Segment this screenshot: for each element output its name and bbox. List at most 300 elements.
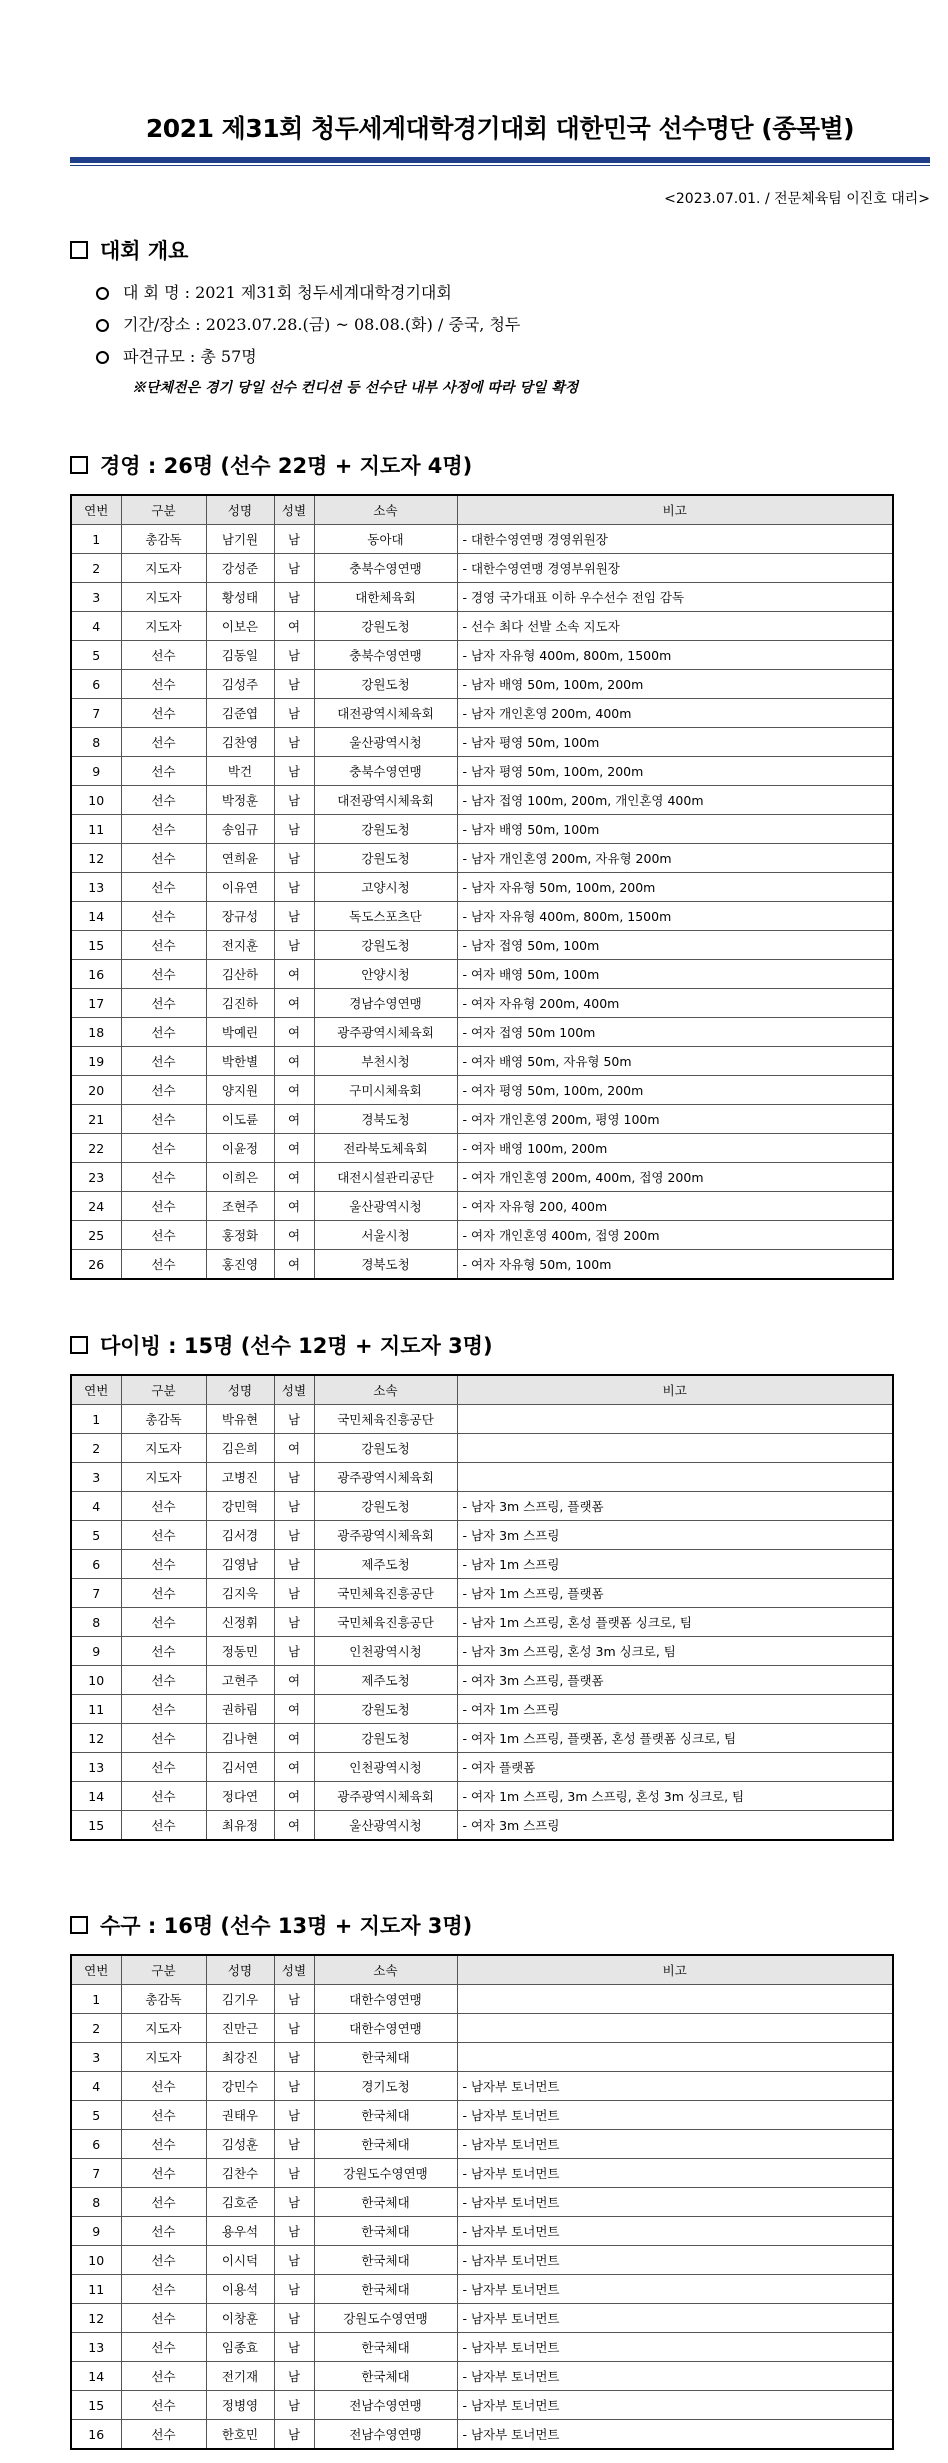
- table-row: [71, 2130, 893, 2159]
- table-cell: - 여자 자유형 200m, 400m: [457, 989, 893, 1018]
- overview-item: [96, 341, 930, 373]
- overview-item-text: 파견규모 : 총 57명: [123, 347, 257, 366]
- table-cell: 한국체대: [314, 2217, 457, 2246]
- table-cell: 강원도청: [314, 612, 457, 641]
- table-cell: 선수: [121, 1724, 206, 1753]
- table-cell: - 남자부 토너먼트: [457, 2362, 893, 2391]
- table-cell: 14: [71, 902, 121, 931]
- table-row: [71, 612, 893, 641]
- table-cell: 선수: [121, 2275, 206, 2304]
- table-cell: - 여자 자유형 50m, 100m: [457, 1250, 893, 1280]
- table-cell: - 남자부 토너먼트: [457, 2304, 893, 2333]
- table-cell: 울산광역시청: [314, 728, 457, 757]
- column-header: 구분: [121, 1375, 206, 1405]
- table-cell: 3: [71, 2043, 121, 2072]
- swimming-section: [70, 450, 930, 1280]
- table-cell: 남: [274, 757, 314, 786]
- table-row: [71, 1192, 893, 1221]
- table-cell: 이윤정: [206, 1134, 274, 1163]
- table-cell: 강원도청: [314, 670, 457, 699]
- table-cell: 정동민: [206, 1637, 274, 1666]
- table-cell: [457, 1985, 893, 2014]
- table-row: [71, 1985, 893, 2014]
- table-cell: 충북수영연맹: [314, 757, 457, 786]
- table-row: [71, 1434, 893, 1463]
- table-cell: 6: [71, 1550, 121, 1579]
- table-row: [71, 2188, 893, 2217]
- table-cell: 김나현: [206, 1724, 274, 1753]
- table-cell: 14: [71, 2362, 121, 2391]
- table-cell: 지도자: [121, 583, 206, 612]
- column-header: 소속: [314, 495, 457, 525]
- table-cell: - 남자부 토너먼트: [457, 2072, 893, 2101]
- table-cell: 제주도청: [314, 1550, 457, 1579]
- table-cell: 김기우: [206, 1985, 274, 2014]
- table-cell: 김동일: [206, 641, 274, 670]
- table-cell: 9: [71, 757, 121, 786]
- table-cell: 인천광역시청: [314, 1753, 457, 1782]
- table-cell: 대한수영연맹: [314, 1985, 457, 2014]
- table-cell: - 남자 개인혼영 200m, 자유형 200m: [457, 844, 893, 873]
- table-row: [71, 1134, 893, 1163]
- table-cell: 13: [71, 2333, 121, 2362]
- table-row: [71, 1492, 893, 1521]
- table-cell: - 여자 1m 스프링, 3m 스프링, 혼성 3m 싱크로, 팀: [457, 1782, 893, 1811]
- table-cell: - 여자 배영 100m, 200m: [457, 1134, 893, 1163]
- table-cell: 선수: [121, 1492, 206, 1521]
- square-bullet-icon: [70, 241, 88, 259]
- table-cell: 박정훈: [206, 786, 274, 815]
- table-cell: 9: [71, 2217, 121, 2246]
- table-cell: 남: [274, 2130, 314, 2159]
- table-cell: 국민체육진흥공단: [314, 1608, 457, 1637]
- table-cell: 15: [71, 2391, 121, 2420]
- table-row: [71, 1221, 893, 1250]
- table-cell: 2: [71, 1434, 121, 1463]
- column-header: 소속: [314, 1955, 457, 1985]
- table-cell: 1: [71, 525, 121, 554]
- table-cell: 16: [71, 960, 121, 989]
- table-cell: 선수: [121, 786, 206, 815]
- table-cell: 18: [71, 1018, 121, 1047]
- column-header: 구분: [121, 1955, 206, 1985]
- column-header: 연번: [71, 495, 121, 525]
- table-row: [71, 786, 893, 815]
- table-cell: 11: [71, 2275, 121, 2304]
- table-row: [71, 2391, 893, 2420]
- table-cell: 선수: [121, 815, 206, 844]
- table-cell: 진만근: [206, 2014, 274, 2043]
- table-cell: 경기도청: [314, 2072, 457, 2101]
- table-cell: 여: [274, 612, 314, 641]
- table-cell: 선수: [121, 2246, 206, 2275]
- table-cell: 선수: [121, 1608, 206, 1637]
- table-cell: 조현주: [206, 1192, 274, 1221]
- table-cell: 남: [274, 641, 314, 670]
- table-cell: 김찬수: [206, 2159, 274, 2188]
- table-row: [71, 1550, 893, 1579]
- table-cell: 선수: [121, 2217, 206, 2246]
- table-cell: 남: [274, 931, 314, 960]
- table-cell: 김지욱: [206, 1579, 274, 1608]
- table-cell: [457, 2014, 893, 2043]
- table-row: [71, 2043, 893, 2072]
- table-cell: - 남자 자유형 400m, 800m, 1500m: [457, 902, 893, 931]
- table-cell: 서울시청: [314, 1221, 457, 1250]
- square-bullet-icon: [70, 456, 88, 474]
- table-cell: 전기재: [206, 2362, 274, 2391]
- table-cell: 지도자: [121, 1463, 206, 1492]
- table-cell: 선수: [121, 960, 206, 989]
- table-row: [71, 1521, 893, 1550]
- table-cell: 광주광역시체육회: [314, 1018, 457, 1047]
- table-cell: 3: [71, 583, 121, 612]
- table-cell: 9: [71, 1637, 121, 1666]
- table-cell: 강민혁: [206, 1492, 274, 1521]
- table-cell: 남: [274, 1985, 314, 2014]
- column-header: 연번: [71, 1955, 121, 1985]
- table-cell: - 여자 평영 50m, 100m, 200m: [457, 1076, 893, 1105]
- table-cell: 남: [274, 2333, 314, 2362]
- table-cell: - 대한수영연맹 경영부위원장: [457, 554, 893, 583]
- table-cell: 지도자: [121, 554, 206, 583]
- table-cell: 한호민: [206, 2420, 274, 2450]
- table-cell: 4: [71, 1492, 121, 1521]
- table-cell: 선수: [121, 1666, 206, 1695]
- table-cell: 국민체육진흥공단: [314, 1405, 457, 1434]
- table-cell: 한국체대: [314, 2333, 457, 2362]
- table-row: [71, 2275, 893, 2304]
- table-cell: 23: [71, 1163, 121, 1192]
- diving-section: [70, 1330, 930, 1841]
- table-cell: 경북도청: [314, 1105, 457, 1134]
- table-row: [71, 960, 893, 989]
- table-cell: 여: [274, 1221, 314, 1250]
- table-cell: 26: [71, 1250, 121, 1280]
- table-cell: 이희은: [206, 1163, 274, 1192]
- table-cell: 3: [71, 1463, 121, 1492]
- table-cell: 황성태: [206, 583, 274, 612]
- table-row: [71, 641, 893, 670]
- roster-table: [70, 494, 894, 1280]
- table-cell: 15: [71, 931, 121, 960]
- table-cell: 한국체대: [314, 2188, 457, 2217]
- table-cell: 4: [71, 612, 121, 641]
- table-cell: 선수: [121, 902, 206, 931]
- title-rule-thin: [70, 165, 930, 166]
- table-cell: 한국체대: [314, 2362, 457, 2391]
- table-cell: 대전광역시체육회: [314, 699, 457, 728]
- table-cell: 선수: [121, 844, 206, 873]
- table-row: [71, 583, 893, 612]
- table-cell: 총감독: [121, 1405, 206, 1434]
- table-cell: - 남자 3m 스프링, 플랫폼: [457, 1492, 893, 1521]
- table-cell: 독도스포츠단: [314, 902, 457, 931]
- table-cell: 남: [274, 554, 314, 583]
- table-cell: - 여자 1m 스프링: [457, 1695, 893, 1724]
- table-cell: - 남자 평영 50m, 100m: [457, 728, 893, 757]
- table-cell: - 남자부 토너먼트: [457, 2217, 893, 2246]
- title-rule: [70, 157, 930, 163]
- table-cell: 22: [71, 1134, 121, 1163]
- column-header: 성명: [206, 1955, 274, 1985]
- table-row: [71, 2304, 893, 2333]
- table-cell: 강민수: [206, 2072, 274, 2101]
- section-heading: [70, 1910, 930, 1940]
- table-cell: 25: [71, 1221, 121, 1250]
- column-header: 비고: [457, 495, 893, 525]
- overview-heading: [70, 235, 930, 265]
- table-cell: 선수: [121, 757, 206, 786]
- table-cell: 남: [274, 2217, 314, 2246]
- overview-section: [70, 235, 930, 397]
- column-header: 성명: [206, 1375, 274, 1405]
- table-cell: 안양시청: [314, 960, 457, 989]
- table-cell: 충북수영연맹: [314, 641, 457, 670]
- table-cell: 8: [71, 1608, 121, 1637]
- table-cell: 지도자: [121, 2014, 206, 2043]
- table-row: [71, 1018, 893, 1047]
- table-cell: - 남자부 토너먼트: [457, 2246, 893, 2275]
- table-header-row: [71, 495, 893, 525]
- table-cell: 한국체대: [314, 2246, 457, 2275]
- overview-note: ※단체전은 경기 당일 선수 컨디션 등 선수단 내부 사정에 따라 당일 확정: [132, 380, 579, 396]
- overview-item: [96, 277, 930, 309]
- table-row: [71, 931, 893, 960]
- table-cell: 전남수영연맹: [314, 2391, 457, 2420]
- table-cell: 12: [71, 1724, 121, 1753]
- table-cell: 남: [274, 699, 314, 728]
- table-cell: 이시덕: [206, 2246, 274, 2275]
- table-row: [71, 1076, 893, 1105]
- table-cell: 강원도청: [314, 844, 457, 873]
- table-cell: 여: [274, 1047, 314, 1076]
- table-row: [71, 1753, 893, 1782]
- table-cell: 국민체육진흥공단: [314, 1579, 457, 1608]
- table-cell: 경남수영연맹: [314, 989, 457, 1018]
- table-cell: 연희윤: [206, 844, 274, 873]
- table-cell: - 여자 개인혼영 200m, 평영 100m: [457, 1105, 893, 1134]
- column-header: 성별: [274, 1375, 314, 1405]
- circle-bullet-icon: [96, 287, 109, 300]
- table-cell: 강원도청: [314, 1492, 457, 1521]
- table-cell: [457, 1434, 893, 1463]
- table-cell: 여: [274, 1105, 314, 1134]
- table-cell: 11: [71, 815, 121, 844]
- table-cell: 남: [274, 2362, 314, 2391]
- table-cell: 김서연: [206, 1753, 274, 1782]
- table-cell: 선수: [121, 1076, 206, 1105]
- table-row: [71, 2072, 893, 2101]
- table-cell: 여: [274, 989, 314, 1018]
- table-cell: - 여자 1m 스프링, 플랫폼, 혼성 플랫폼 싱크로, 팀: [457, 1724, 893, 1753]
- table-cell: 인천광역시청: [314, 1637, 457, 1666]
- table-cell: - 남자 3m 스프링, 혼성 3m 싱크로, 팀: [457, 1637, 893, 1666]
- table-cell: 권하림: [206, 1695, 274, 1724]
- table-cell: 여: [274, 1666, 314, 1695]
- table-cell: 이유연: [206, 873, 274, 902]
- table-cell: - 남자 배영 50m, 100m, 200m: [457, 670, 893, 699]
- table-cell: 이도륜: [206, 1105, 274, 1134]
- table-cell: 여: [274, 1134, 314, 1163]
- table-cell: 남: [274, 583, 314, 612]
- table-row: [71, 873, 893, 902]
- table-cell: 남: [274, 2246, 314, 2275]
- table-cell: 광주광역시체육회: [314, 1521, 457, 1550]
- table-cell: 여: [274, 1811, 314, 1841]
- table-cell: 6: [71, 670, 121, 699]
- table-cell: 최유정: [206, 1811, 274, 1841]
- table-cell: 남: [274, 1550, 314, 1579]
- table-cell: - 여자 개인혼영 200m, 400m, 접영 200m: [457, 1163, 893, 1192]
- table-row: [71, 1579, 893, 1608]
- table-cell: 남: [274, 2304, 314, 2333]
- table-cell: - 남자 배영 50m, 100m: [457, 815, 893, 844]
- table-cell: - 경영 국가대표 이하 우수선수 전임 감독: [457, 583, 893, 612]
- table-cell: 여: [274, 960, 314, 989]
- table-cell: 남: [274, 525, 314, 554]
- table-cell: 여: [274, 1724, 314, 1753]
- table-cell: - 대한수영연맹 경영위원장: [457, 525, 893, 554]
- table-cell: 선수: [121, 2391, 206, 2420]
- table-cell: 남: [274, 1405, 314, 1434]
- table-cell: 박예린: [206, 1018, 274, 1047]
- overview-item-text: 대 회 명 : 2021 제31회 청두세계대학경기대회: [123, 283, 452, 302]
- roster-table: [70, 1374, 894, 1841]
- table-cell: 여: [274, 1076, 314, 1105]
- section-heading-text: 경영 : 26명 (선수 22명 + 지도자 4명): [100, 454, 473, 478]
- table-cell: 4: [71, 2072, 121, 2101]
- table-cell: 여: [274, 1782, 314, 1811]
- table-cell: 남: [274, 2101, 314, 2130]
- table-cell: - 선수 최다 선발 소속 지도자: [457, 612, 893, 641]
- table-cell: 10: [71, 786, 121, 815]
- table-cell: 김은희: [206, 1434, 274, 1463]
- table-cell: 선수: [121, 2362, 206, 2391]
- column-header: 비고: [457, 1375, 893, 1405]
- table-cell: [457, 1463, 893, 1492]
- table-cell: 20: [71, 1076, 121, 1105]
- table-row: [71, 2101, 893, 2130]
- table-cell: - 남자부 토너먼트: [457, 2159, 893, 2188]
- table-cell: 선수: [121, 1134, 206, 1163]
- table-cell: 12: [71, 2304, 121, 2333]
- table-cell: 7: [71, 2159, 121, 2188]
- table-cell: 구미시체육회: [314, 1076, 457, 1105]
- table-cell: - 남자 1m 스프링, 플랫폼: [457, 1579, 893, 1608]
- table-cell: 2: [71, 2014, 121, 2043]
- table-cell: - 여자 3m 스프링, 플랫폼: [457, 1666, 893, 1695]
- table-cell: 선수: [121, 641, 206, 670]
- table-cell: 정다연: [206, 1782, 274, 1811]
- table-cell: 강원도청: [314, 1434, 457, 1463]
- table-cell: - 남자 1m 스프링, 혼성 플랫폼 싱크로, 팀: [457, 1608, 893, 1637]
- date-author-line: <2023.07.01. / 전문체육팀 이진호 대리>: [664, 191, 930, 207]
- table-cell: 10: [71, 1666, 121, 1695]
- table-cell: 김찬영: [206, 728, 274, 757]
- table-cell: 선수: [121, 2130, 206, 2159]
- table-cell: 선수: [121, 873, 206, 902]
- table-cell: 남: [274, 1492, 314, 1521]
- square-bullet-icon: [70, 1916, 88, 1934]
- table-row: [71, 1811, 893, 1841]
- table-cell: 남: [274, 873, 314, 902]
- table-row: [71, 2420, 893, 2450]
- column-header: 성별: [274, 495, 314, 525]
- table-row: [71, 1782, 893, 1811]
- table-row: [71, 989, 893, 1018]
- column-header: 소속: [314, 1375, 457, 1405]
- table-cell: - 남자부 토너먼트: [457, 2275, 893, 2304]
- table-cell: - 남자부 토너먼트: [457, 2333, 893, 2362]
- table-cell: - 남자부 토너먼트: [457, 2391, 893, 2420]
- table-cell: 김성주: [206, 670, 274, 699]
- table-row: [71, 757, 893, 786]
- table-cell: - 여자 자유형 200, 400m: [457, 1192, 893, 1221]
- table-cell: 선수: [121, 1192, 206, 1221]
- table-cell: 여: [274, 1250, 314, 1280]
- table-cell: 울산광역시청: [314, 1192, 457, 1221]
- table-cell: 남: [274, 1637, 314, 1666]
- table-cell: 이보은: [206, 612, 274, 641]
- table-cell: 남: [274, 815, 314, 844]
- table-cell: 선수: [121, 728, 206, 757]
- circle-bullet-icon: [96, 351, 109, 364]
- table-cell: 최강진: [206, 2043, 274, 2072]
- table-row: [71, 844, 893, 873]
- table-cell: 남: [274, 902, 314, 931]
- section-heading-text: 수구 : 16명 (선수 13명 + 지도자 3명): [100, 1914, 473, 1938]
- table-cell: 5: [71, 2101, 121, 2130]
- table-cell: 한국체대: [314, 2101, 457, 2130]
- table-cell: [457, 1405, 893, 1434]
- table-cell: 선수: [121, 1105, 206, 1134]
- overview-heading-text: 대회 개요: [100, 239, 189, 263]
- table-cell: 남: [274, 670, 314, 699]
- table-cell: 고양시청: [314, 873, 457, 902]
- table-cell: 선수: [121, 2420, 206, 2450]
- table-cell: 광주광역시체육회: [314, 1463, 457, 1492]
- table-cell: 전라북도체육회: [314, 1134, 457, 1163]
- table-cell: 선수: [121, 2072, 206, 2101]
- column-header: 성별: [274, 1955, 314, 1985]
- overview-item: [96, 309, 930, 341]
- table-cell: 용우석: [206, 2217, 274, 2246]
- table-cell: 선수: [121, 1637, 206, 1666]
- table-header-row: [71, 1375, 893, 1405]
- table-cell: 선수: [121, 1250, 206, 1280]
- table-cell: 여: [274, 1434, 314, 1463]
- table-cell: 남: [274, 2014, 314, 2043]
- section-heading-text: 다이빙 : 15명 (선수 12명 + 지도자 3명): [100, 1334, 493, 1358]
- table-cell: 선수: [121, 1811, 206, 1841]
- table-row: [71, 699, 893, 728]
- table-cell: 경북도청: [314, 1250, 457, 1280]
- table-cell: 남: [274, 2159, 314, 2188]
- table-cell: 10: [71, 2246, 121, 2275]
- table-cell: 전지훈: [206, 931, 274, 960]
- table-cell: 홍진영: [206, 1250, 274, 1280]
- table-cell: - 여자 개인혼영 400m, 접영 200m: [457, 1221, 893, 1250]
- table-cell: - 남자 접영 100m, 200m, 개인혼영 400m: [457, 786, 893, 815]
- table-cell: 16: [71, 2420, 121, 2450]
- circle-bullet-icon: [96, 319, 109, 332]
- table-cell: 강원도수영연맹: [314, 2304, 457, 2333]
- table-cell: 지도자: [121, 1434, 206, 1463]
- table-cell: - 남자부 토너먼트: [457, 2188, 893, 2217]
- table-cell: 남: [274, 1463, 314, 1492]
- table-cell: - 여자 배영 50m, 자유형 50m: [457, 1047, 893, 1076]
